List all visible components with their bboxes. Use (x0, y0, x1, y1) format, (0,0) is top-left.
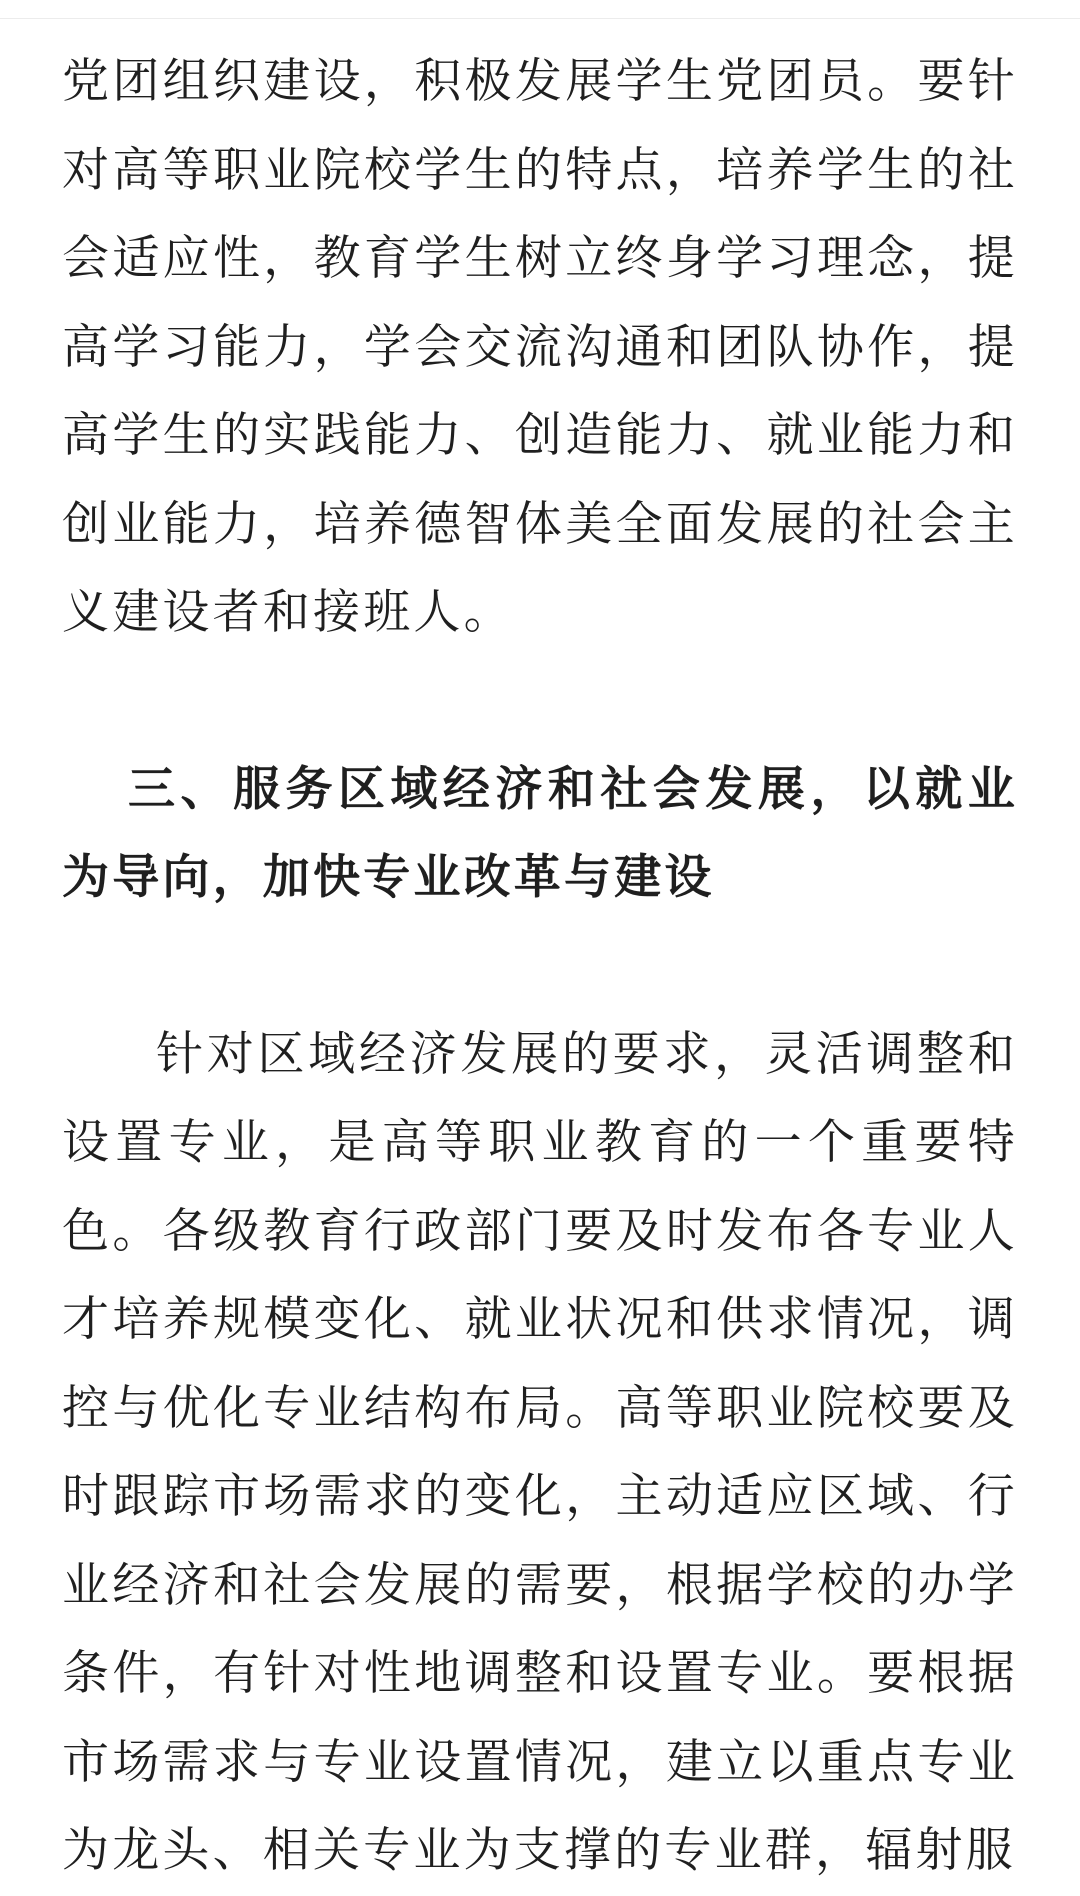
paragraph-gap (62, 658, 1018, 746)
paragraph-gap (62, 923, 1018, 1011)
paragraph-1: 党团组织建设，积极发展学生党团员。要针对高等职业院校学生的特点，培养学生的社会适应性，教育学生树立终身学习理念，提高学习能力，学会交流沟通和团队协作，提高学生的实践能力、创造能力、就业能力和创业能力，培养德智体美全面发展的社会主义建设者和接班人。 (62, 54, 1018, 640)
section-heading: 三、服务区域经济和社会发展，以就业为导向，加快专业改革与建设 (62, 761, 1018, 905)
article-body (62, 38, 1018, 1896)
top-divider (0, 18, 1080, 19)
paragraph-2: 针对区域经济发展的要求，灵活调整和设置专业，是高等职业教育的一个重要特色。各级教育行政部门要及时发布各专业人才培养规模变化、就业状况和供求情况，调控与优化专业结构布局。高等职业院校要及时跟踪市场需求的变化，主动适应区域、行业经济和社会发展的需要，根据学校的办学条件，有针对性地调整和设置专业。要根据市场需求与专业设置情况，建立以重点专业为龙头、相关专业为支撑的专业群，辐射服 (62, 1026, 1018, 1878)
